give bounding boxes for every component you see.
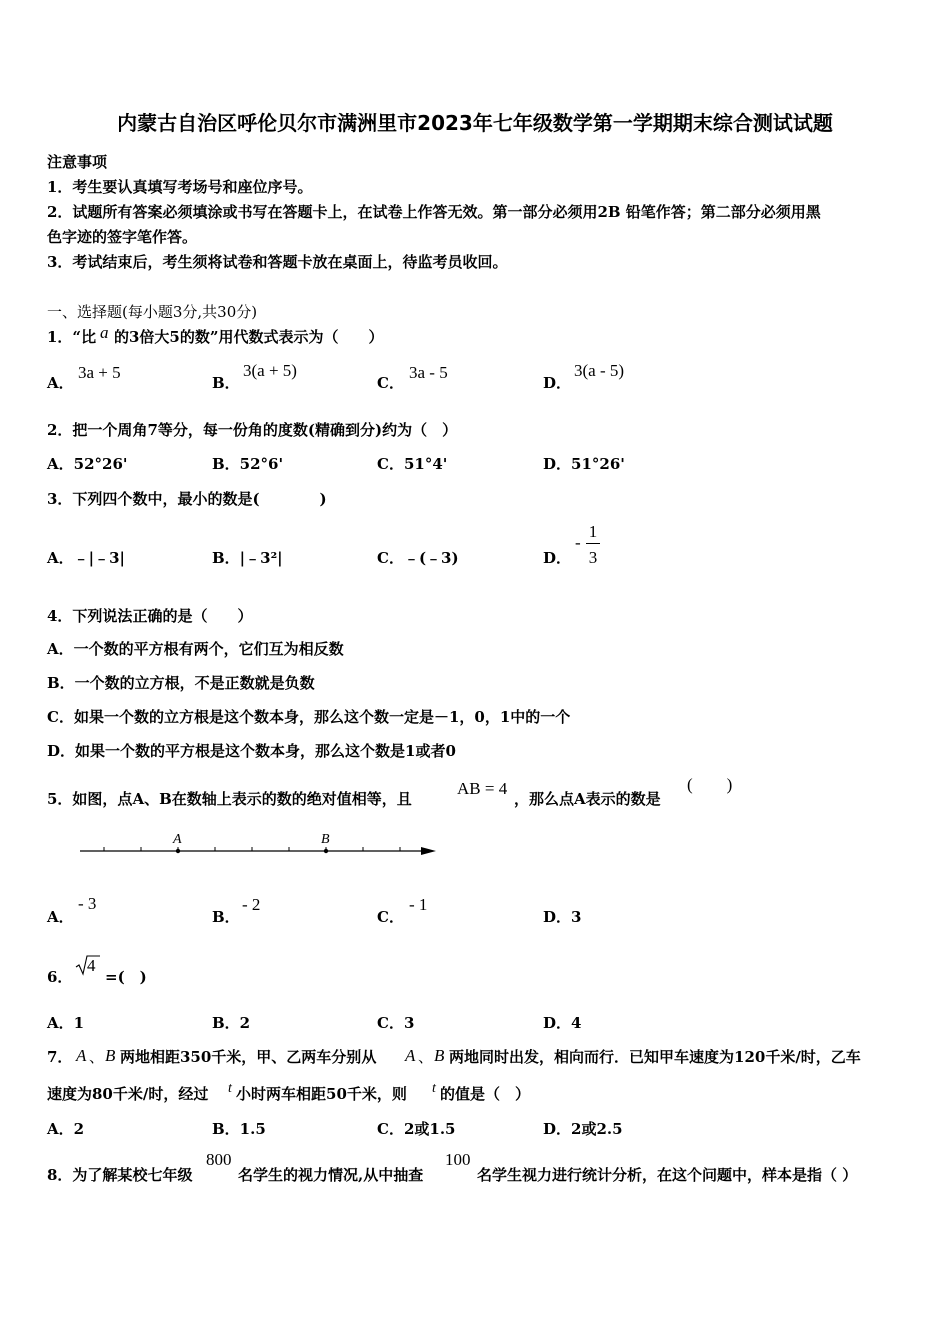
q3-d-fraction-bar [586,543,600,544]
q7-option-a: A．2 [47,1120,85,1138]
page-title: 内蒙古自治区呼伦贝尔市满洲里市2023年七年级数学第一学期期末综合测试试题 [117,111,833,135]
q5-label-c: C． [377,908,404,926]
q6-option-d: D．4 [543,1014,582,1032]
q6-stem-a: 6． [47,968,73,986]
q7-option-b: B．1.5 [212,1120,266,1138]
q7-point-b-2: B [434,1046,445,1065]
q7-point-a: A [76,1046,87,1065]
q7-sep-2: 、 [418,1048,434,1066]
q1-var: a [100,323,109,342]
q1-label-b: B． [212,374,240,392]
q1-option-d: 3(a - 5) [574,361,625,380]
point-b-label: B [321,832,330,847]
q1-label-d: D． [543,374,572,392]
q6-option-a: A．1 [47,1014,85,1032]
q4-option-a: A．一个数的平方根有两个，它们互为相反数 [47,640,344,658]
q7-line2-a: 速度为80千米/时，经过 [47,1085,209,1103]
q5-option-a: - 3 [78,894,97,913]
q1-stem-b: 的3倍大5的数”用代数式表示为（ ） [114,328,384,346]
q3-d-numerator: 1 [588,522,598,541]
q5-option-c: - 1 [409,895,428,914]
notice-heading: 注意事项 [47,153,108,171]
q6-stem-b: =( ) [105,968,147,986]
q7-line1-c: 两地同时出发，相向而行．已知甲车速度为120千米/时，乙车 [449,1048,861,1066]
q4-stem: 4．下列说法正确的是（ ） [47,607,253,625]
q8-stem-b: 名学生的视力情况,从中抽查 [238,1166,424,1184]
notice-item-1: 1．考生要认真填写考场号和座位序号。 [47,178,313,196]
q4-option-b: B．一个数的立方根，不是正数就是负数 [47,674,315,692]
q5-option-b: - 2 [242,895,261,914]
q3-stem: 3．下列四个数中，最小的数是( ) [47,490,327,508]
notice-item-3: 3．考试结束后，考生须将试卷和答题卡放在桌面上，待监考员收回。 [47,253,508,271]
point-b-dot [324,849,328,853]
q2-option-c: C．51°4' [377,455,448,473]
q5-label-a: A． [47,908,74,926]
q6-radicand: 4 [87,956,96,975]
q1-label-c: C． [377,374,404,392]
q5-label-b: B． [212,908,240,926]
q2-option-b: B．52°6' [212,455,284,473]
q5-paren: ( ) [687,775,733,794]
q7-option-c: C．2或1.5 [377,1120,456,1138]
q3-option-d: D． [543,549,572,567]
q3-d-denominator: 3 [588,548,598,567]
q8-n1: 800 [206,1150,232,1169]
q7-point-a-2: A [405,1046,416,1065]
q7-point-b: B [105,1046,116,1065]
q7-line1-a: 7． [47,1048,73,1066]
q7-sep: 、 [89,1048,105,1066]
q3-option-a: A．﹣|﹣3| [47,549,125,567]
q2-stem: 2．把一个周角7等分，每一份角的度数(精确到分)约为（ ） [47,421,458,439]
q6-option-b: B．2 [212,1014,251,1032]
q5-stem-b: ，那么点A表示的数是 [514,790,661,808]
q8-stem-a: 8．为了解某校七年级 [47,1166,193,1184]
point-a-dot [176,849,180,853]
q4-option-c: C．如果一个数的立方根是这个数本身，那么这个数一定是－1，0，1中的一个 [47,708,571,726]
q3-option-c: C．﹣(﹣3) [377,549,459,567]
q5-math: AB = 4 [457,779,508,798]
q1-stem-a: 1．“比 [47,328,97,346]
number-line [76,828,442,862]
q6-option-c: C．3 [377,1014,415,1032]
q4-option-d: D．如果一个数的平方根是这个数本身，那么这个数是1或者0 [47,742,456,760]
q1-option-a: 3a + 5 [78,363,121,382]
q8-n2: 100 [445,1150,471,1169]
q7-line2-b: 小时两车相距50千米，则 [236,1085,407,1103]
q7-t: t [228,1081,232,1096]
q1-option-b: 3(a + 5) [243,361,297,380]
q8-stem-c: 名学生视力进行统计分析，在这个问题中，样本是指（ ） [477,1166,858,1184]
q5-option-d: D．3 [543,908,582,926]
q7-line1-b: 两地相距350千米，甲、乙两车分别从 [120,1048,377,1066]
q1-option-c: 3a - 5 [409,363,448,382]
q1-label-a: A． [47,374,74,392]
q7-line2-c: 的值是（ ） [440,1085,531,1103]
q2-option-a: A．52°26' [47,455,128,473]
q7-option-d: D．2或2.5 [543,1120,623,1138]
q2-option-d: D．51°26' [543,455,625,473]
section-heading: 一、选择题(每小题3分,共30分) [47,303,258,321]
notice-item-2: 2．试题所有答案必须填涂或书写在答题卡上，在试卷上作答无效。第一部分必须用2B 铅笔作答；第二部分必须用黑 [47,203,821,221]
q5-stem-a: 5．如图，点A、B在数轴上表示的数的绝对值相等，且 [47,790,412,808]
q3-option-b: B．|﹣3²| [212,549,283,567]
q7-t-2: t [432,1081,436,1096]
point-a-label: A [173,832,182,847]
notice-item-2-cont: 色字迹的签字笔作答。 [47,228,198,246]
q3-d-sign: - [575,533,581,552]
